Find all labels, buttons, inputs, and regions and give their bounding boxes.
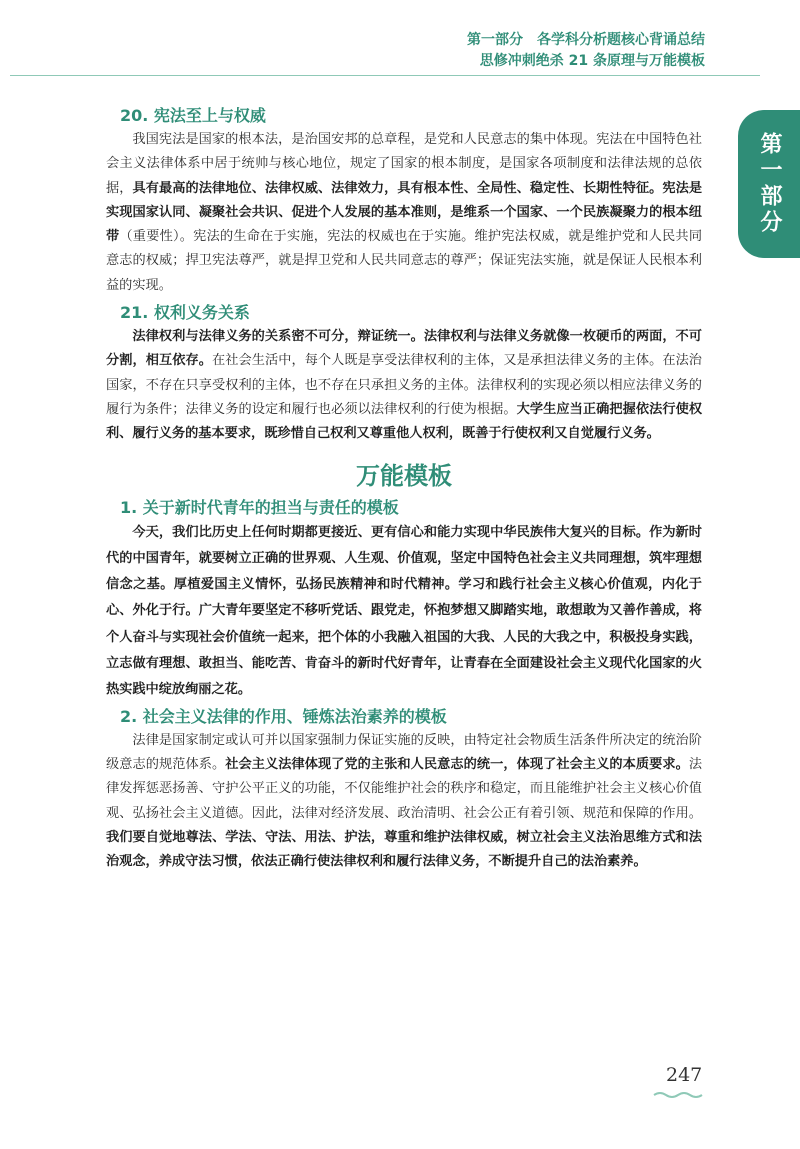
page-content [106,103,702,874]
template-1 [106,495,702,704]
running-header [453,30,705,72]
section-21-bold-2: 大学生应当正确把握依法行使权利、履行义务的基本要求，既珍惜自己权利又尊重他人权利，既善于行使权利又自觉履行义务。 [106,401,703,442]
section-20 [106,103,702,298]
template-2-bold-2: 我们要自觉地尊法、学法、守法、用法、护法，尊重和维护法律权威，树立社会主义法治思维方式和法治观念，养成守法习惯，依法正确行使法律权利和履行法律义务，不断提升自己的法治素养。 [106,829,702,870]
template-1-body: 今天，我们比历史上任何时期都更接近、更有信心和能力实现中华民族伟大复兴的目标。作为新时代的中国青年，就要树立正确的世界观、人生观、价值观，坚定中国特色社会主义共同理想，筑牢理想信念之基。厚植爱国主义情怀，弘扬民族精神和时代精神。学习和践行社会主义核心价值观，内化于心、外化于行。广大青年要坚定不移听党话、跟党走，怀抱梦想又脚踏实地，敢想敢为又善作善成，将个人奋斗与实现社会价值统一起来，把个体的小我融入祖国的大我、人民的大我之中，积极投身实践，立志做有理想、敢担当、能吃苦、肯奋斗的新时代好青年，让青春在全面建设社会主义现代化国家的火热实践中绽放绚丽之花。 [106,524,702,698]
side-tab [738,110,800,258]
section-21-text-1: 在社会生活中，每个人既是享受法律权利的主体，又是承担法律义务的主体。在法治国家，不存在只享受权利的主体，也不存在只承担义务的主体。法律权利的实现必须以相应法律义务的履行为条件；法律义务的设定和履行也必须以法律权利的行使为根据。 [106,353,702,417]
section-21-bold-1: 法律权利与法律义务的关系密不可分，辩证统一。法律权利与法律义务就像一枚硬币的两面，不可分割，相互依存。 [106,329,702,369]
section-20-text-2: （重要性）。宪法的生命在于实施，宪法的权威也在于实施。维护宪法权威，就是维护党和人民共同意志的权威；捍卫宪法尊严，就是捍卫党和人民共同意志的尊严；保证宪法实施，就是保证人民根本利益的实现。 [106,229,703,293]
template-2-text-1: 法律是国家制定或认可并以国家强制力保证实施的反映，由特定社会物质生活条件所决定的统治阶级意志的规范体系。 [106,732,702,772]
section-20-heading: 20. 宪法至上与权威 [120,106,266,125]
template-2 [106,704,702,875]
template-2-text-2: 法律发挥惩恶扬善、守护公平正义的功能，不仅能维护社会的秩序和稳定，而且能维护社会主义核心价值观、弘扬社会主义道德。因此，法律对经济发展、政治清明、社会公正有着引领、规范和保障的作用。 [106,756,703,821]
page-number-wave-ornament [652,1090,704,1100]
side-tab-label: 第一部分 [757,132,782,236]
template-2-bold-1: 社会主义法律体现了党的主张和人民意志的统一，体现了社会主义的本质要求。 [225,756,689,772]
template-2-heading: 2. 社会主义法律的作用、锤炼法治素养的模板 [120,706,447,726]
header-part: 第一部分 [467,32,523,48]
header-part-title: 各学科分析题核心背诵总结 [537,32,705,48]
template-2-body [106,729,702,875]
section-20-body [106,128,702,298]
section-21 [106,300,702,446]
section-20-bold-1: 具有最高的法律地位、法律权威、法律效力，具有根本性、全局性、稳定性、长期性特征。宪法是实现国家认同、凝聚社会共识、促进个人发展的基本准则，是维系一个国家、一个民族凝聚力的根本纽带 [106,180,703,245]
page-number: 247 [666,1064,703,1086]
templates-title: 万能模板 [356,460,452,490]
section-21-body [106,325,702,446]
section-21-heading: 21. 权利义务关系 [120,303,250,323]
header-rule [10,75,760,76]
template-1-heading: 1. 关于新时代青年的担当与责任的模板 [120,497,399,517]
section-20-text-1: 我国宪法是国家的根本法，是治国安邦的总章程，是党和人民意志的集中体现。宪法在中国特色社会主义法律体系中居于统帅与核心地位，规定了国家的根本制度，是国家各项制度和法律法规的总依据， [106,132,702,196]
header-subtitle: 思修冲刺绝杀 21 条原理与万能模板 [479,53,705,69]
